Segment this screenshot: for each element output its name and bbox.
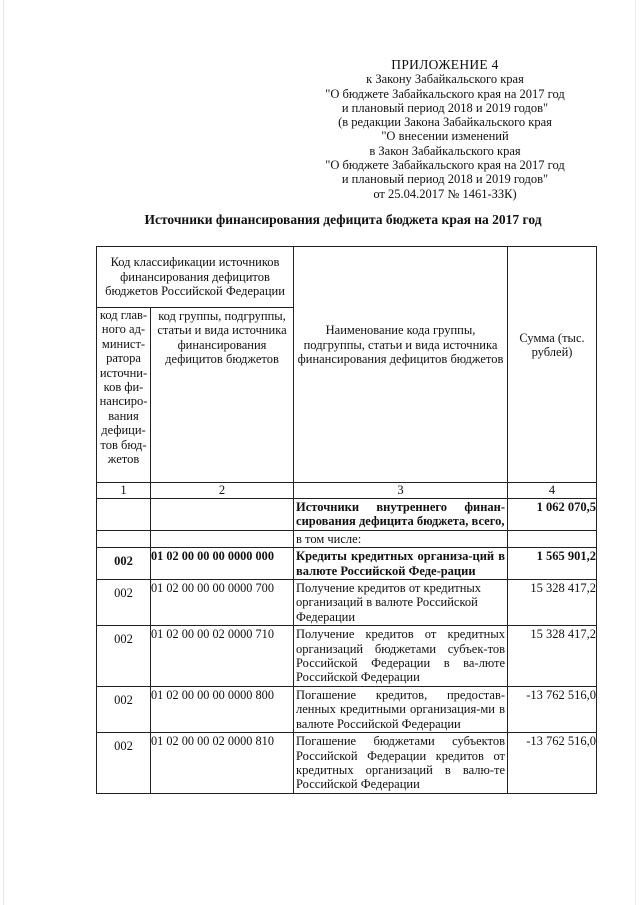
header-line: "О бюджете Забайкальского края на 2017 год: [325, 86, 565, 101]
scan-edge-right: [635, 0, 636, 905]
table-row: [97, 626, 597, 687]
header-sum-cell: Сумма (тыс. рублей): [508, 247, 597, 483]
admin-code-cell: 002: [97, 548, 151, 580]
source-code-cell: [151, 530, 294, 547]
sum-cell: 15 328 417,2: [508, 580, 597, 626]
table-row: [97, 548, 597, 580]
source-code-cell: 01 02 00 00 00 0000 800: [151, 686, 294, 732]
source-code-cell: 01 02 00 00 00 0000 000: [151, 548, 294, 580]
source-name-cell: Погашение бюджетами субъектов Российской Федерации кредитов от кредитных организаций в валю-те Российской Федерации: [294, 733, 508, 794]
source-code-cell: 01 02 00 00 02 0000 810: [151, 733, 294, 794]
scan-edge-left: [3, 0, 4, 905]
sum-cell: -13 762 516,0: [508, 686, 597, 732]
sum-cell: [508, 530, 597, 547]
table-row: [97, 499, 597, 531]
sum-cell: 1 565 901,2: [508, 548, 597, 580]
header-name-cell: Наименование кода группы, подгруппы, статьи и вида источника финансирования дефицитов бюджетов: [294, 247, 508, 483]
table-row: [97, 580, 597, 626]
column-number: 2: [151, 483, 294, 499]
sum-cell: 1 062 070,5: [508, 499, 597, 531]
header-line: "О внесении изменений: [381, 129, 509, 144]
table-row: [97, 530, 597, 547]
financing-sources-table: [96, 246, 597, 794]
table-row: [97, 686, 597, 732]
source-name-cell: Получение кредитов от кредитных организаций в валюте Российской Федерации: [294, 580, 508, 626]
header-group-cell: Код классификации источников финансирования дефицитов бюджетов Российской Федерации: [97, 247, 294, 308]
source-name-cell: Погашение кредитов, предостав-ленных кредитными организация-ми в валюте Российской Федерации: [294, 686, 508, 732]
header-line: и плановый период 2018 и 2019 годов": [341, 172, 549, 187]
header-line: (в редакции Закона Забайкальского края: [338, 115, 552, 130]
table-row: [97, 733, 597, 794]
source-code-cell: 01 02 00 00 00 0000 700: [151, 580, 294, 626]
header-line: к Закону Забайкальского края: [366, 72, 524, 87]
admin-code-cell: 002: [97, 686, 151, 732]
source-code-cell: [151, 499, 294, 531]
source-name-cell: Кредиты кредитных организа-ций в валюте Российской Феде-рации: [294, 548, 508, 580]
column-number: 4: [508, 483, 597, 499]
header-admin-cell: код глав-ного ад-минист-ратора источни-ков фи-нансиро-вания дефици-тов бюд-жетов: [97, 308, 151, 483]
sum-cell: -13 762 516,0: [508, 733, 597, 794]
admin-code-cell: 002: [97, 580, 151, 626]
source-name-cell: Получение кредитов от кредитных организаций бюджетами субъек-тов Российской Федерации в ва-люте Российской Федерации: [294, 626, 508, 687]
source-code-cell: 01 02 00 00 02 0000 710: [151, 626, 294, 687]
admin-code-cell: 002: [97, 733, 151, 794]
admin-code-cell: [97, 499, 151, 531]
header-code-cell: код группы, подгруппы, статьи и вида источника финансирования дефицитов бюджетов: [151, 308, 294, 483]
column-number: 1: [97, 483, 151, 499]
page-title: Источники финансирования дефицита бюджета края на 2017 год: [144, 212, 542, 227]
admin-code-cell: [97, 530, 151, 547]
appendix-header: [300, 58, 590, 201]
header-line: "О бюджете Забайкальского края на 2017 год: [325, 158, 565, 173]
sum-cell: 15 328 417,2: [508, 626, 597, 687]
appendix-number: ПРИЛОЖЕНИЕ 4: [391, 57, 499, 72]
source-name-cell: в том числе:: [294, 530, 508, 547]
header-line: и плановый период 2018 и 2019 годов": [341, 100, 549, 115]
header-line: от 25.04.2017 № 1461-ЗЗК): [373, 186, 517, 201]
column-number: 3: [294, 483, 508, 499]
admin-code-cell: 002: [97, 626, 151, 687]
source-name-cell: Источники внутреннего финан-сирования дефицита бюджета, всего,: [294, 499, 508, 531]
header-line: в Закон Забайкальского края: [369, 143, 521, 158]
